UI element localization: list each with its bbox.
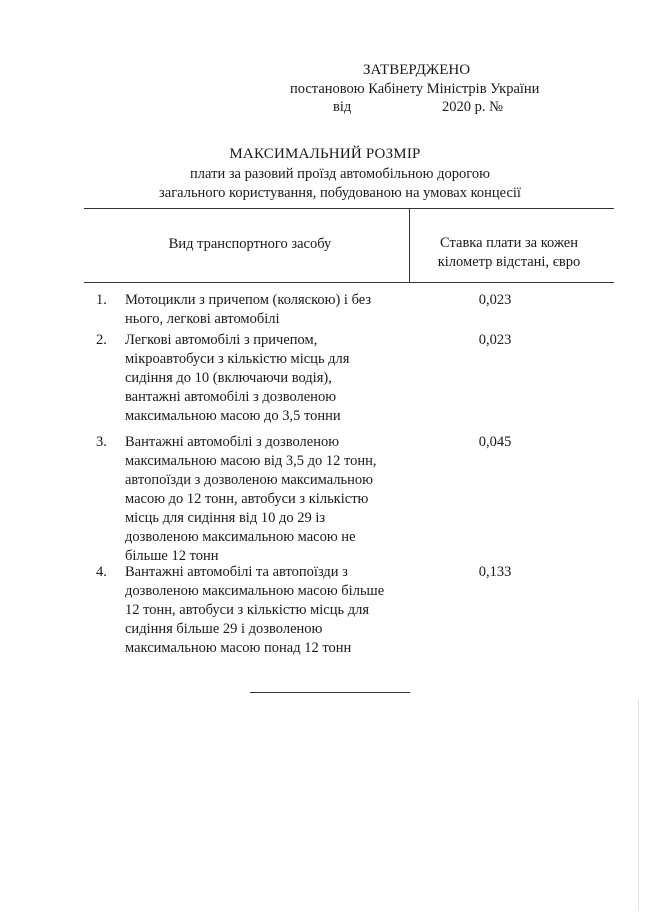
- column-header-vehicle-type: Вид транспортного засобу: [168, 236, 332, 252]
- row-number: 3.: [96, 434, 107, 450]
- column-header-rate-line-2: кілометр відстані, євро: [437, 254, 581, 270]
- row-rate: 0,023: [478, 332, 512, 348]
- row-description-line: мікроавтобуси з кількістю місць для: [125, 351, 350, 367]
- row-description-line: Вантажні автомобілі з дозволеною: [125, 434, 340, 450]
- subtitle-line-1: плати за разовий проїзд автомобільною дорогою: [190, 166, 490, 182]
- row-description-line: автопоїзди з дозволеною максимальною: [125, 472, 373, 488]
- scan-edge-shadow: [638, 700, 639, 910]
- row-description-line: Вантажні автомобілі та автопоїзди з: [125, 564, 348, 580]
- row-description-line: Мотоцикли з причепом (коляскою) і без: [125, 292, 372, 308]
- column-header-rate-line-1: Ставка плати за кожен: [440, 235, 578, 251]
- approved-label: ЗАТВЕРДЖЕНО: [363, 62, 471, 78]
- row-rate: 0,133: [478, 564, 512, 580]
- row-description-line: вантажні автомобілі з дозволеною: [125, 389, 337, 405]
- subtitle-line-2: загального користування, побудованою на умовах концесії: [159, 185, 521, 201]
- row-description-line: місць для сидіння від 10 до 29 із: [125, 510, 326, 526]
- table-top-rule: [84, 208, 614, 209]
- table-header-rule: [84, 282, 614, 283]
- row-description-line: масою до 12 тонн, автобуси з кількістю: [125, 491, 369, 507]
- row-description: [125, 433, 410, 566]
- column-header-rate: [414, 234, 604, 272]
- table-header-divider: [409, 209, 410, 282]
- row-description-line: нього, легкові автомобілі: [125, 311, 280, 327]
- approved-year-number: 2020 р. №: [442, 99, 503, 115]
- row-description-line: сидіння більше 29 і дозволеною: [125, 621, 323, 637]
- row-description: [125, 331, 410, 426]
- row-number: 1.: [96, 292, 107, 308]
- approved-by-resolution: постановою Кабінету Міністрів України: [290, 81, 540, 97]
- row-description-line: Легкові автомобілі з причепом,: [125, 332, 318, 348]
- row-description-line: більше 12 тонн: [125, 548, 219, 564]
- row-description: [125, 291, 410, 329]
- row-number: 4.: [96, 564, 107, 580]
- approved-date-prefix: від: [333, 99, 352, 115]
- row-description-line: дозволеною максимальною масою не: [125, 529, 356, 545]
- row-description-line: дозволеною максимальною масою більше: [125, 583, 385, 599]
- row-rate: 0,023: [478, 292, 512, 308]
- row-description-line: сидіння до 10 (включаючи водія),: [125, 370, 332, 386]
- row-description-line: максимальною масою понад 12 тонн: [125, 640, 352, 656]
- closing-rule: [250, 692, 410, 693]
- document-subtitle: [80, 165, 600, 203]
- row-rate: 0,045: [478, 434, 512, 450]
- row-description-line: максимальною масою від 3,5 до 12 тонн,: [125, 453, 377, 469]
- row-description: [125, 563, 410, 658]
- row-description-line: 12 тонн, автобуси з кількістю місць для: [125, 602, 370, 618]
- row-number: 2.: [96, 332, 107, 348]
- document-title: МАКСИМАЛЬНИЙ РОЗМІР: [229, 146, 421, 162]
- row-description-line: максимальною масою до 3,5 тонни: [125, 408, 341, 424]
